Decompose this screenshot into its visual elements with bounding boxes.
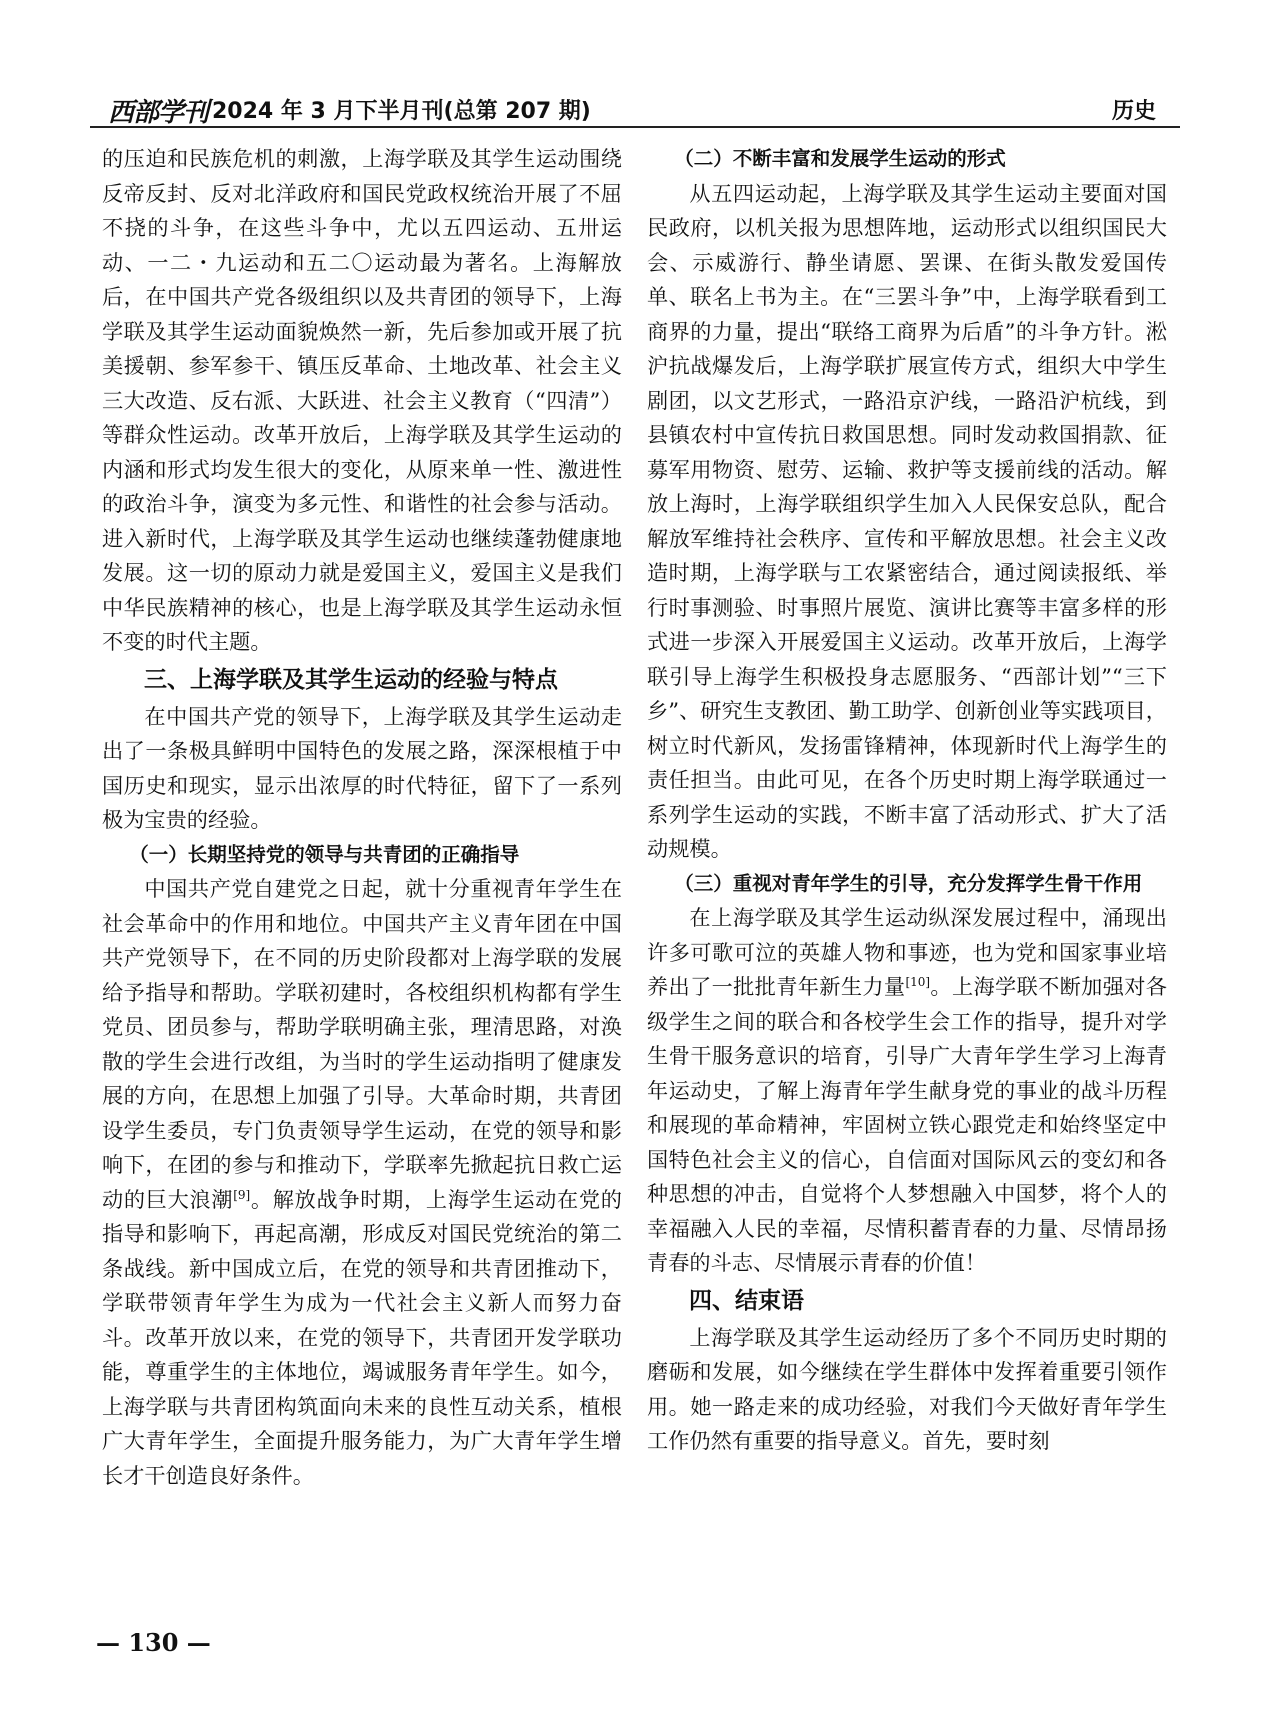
paragraph xyxy=(647,901,1167,1281)
paragraph: 上海学联及其学生运动经历了多个不同历史时期的磨砺和发展，如今继续在学生群体中发挥着重要引领作用。她一路走来的成功经验，对我们今天做好青年学生工作仍然有重要的指导意义。首先，要时刻 xyxy=(647,1324,1167,1453)
paragraph-text: 中国共产党自建党之日起，就十分重视青年学生在社会革命中的作用和地位。中国共产主义青年团在中国共产党领导下，在不同的历史阶段都对上海学联的发展给予指导和帮助。学联初建时，各校组织机构都有学生党员、团员参与，帮助学联明确主张，理清思路，对涣散的学生会进行改组，为当时的学生运动指明了健康发展的方向，在思想上加强了引导。大革命时期，共青团设学生委员，专门负责领导学生运动，在党的领导和影响下，在团的参与和推动下，学联率先掀起抗日救亡运动的巨大浪潮 xyxy=(102,876,622,1212)
issue-info: 2024 年 3 月下半月刊(总第 207 期) xyxy=(212,99,591,124)
journal-header xyxy=(90,92,1180,128)
subsection-heading: （三）重视对青年学生的引导，充分发挥学生骨干作用 xyxy=(674,871,1143,895)
page-number: — 130 — xyxy=(96,1628,211,1657)
section-heading: 四、结束语 xyxy=(689,1287,804,1314)
paragraph: 从五四运动起，上海学联及其学生运动主要面对国民政府，以机关报为思想阵地，运动形式以组织国民大会、示威游行、静坐请愿、罢课、在街头散发爱国传单、联名上书为主。在“三罢斗争”中，上海学联看到工商界的力量，提出“联络工商界为后盾”的斗争方针。淞沪抗战爆发后，上海学联扩展宣传方式，组织大中学生剧团，以文艺形式，一路沿京沪线，一路沿沪杭线，到县镇农村中宣传抗日救国思想。同时发动救国捐款、征募军用物资、慰劳、运输、救护等支援前线的活动。解放上海时，上海学联组织学生加入人民保安总队，配合解放军维持社会秩序、宣传和平解放思想。社会主义改造时期，上海学联与工农紧密结合，通过阅读报纸、举行时事测验、时事照片展览、演讲比赛等丰富多样的形式进一步深入开展爱国主义运动。改革开放后，上海学联引导上海学生积极投身志愿服务、“西部计划”“三下乡”、研究生支教团、勤工助学、创新创业等实践项目，树立时代新风，发扬雷锋精神，体现新时代上海学生的责任担当。由此可见，在各个历史时期上海学联通过一系列学生运动的实践，不断丰富了活动形式、扩大了活动规模。 xyxy=(647,180,1167,861)
subsection-heading: （一）长期坚持党的领导与共青团的正确指导 xyxy=(129,842,520,866)
paragraph-text: 。解放战争时期，上海学生运动在党的指导和影响下，再起高潮，形成反对国民党统治的第二条战线。新中国成立后，在党的领导和共青团推动下，学联带领青年学生为成为一代社会主义新人而努力奋斗。改革开放以来，在党的领导下，共青团开发学联功能，尊重学生的主体地位，竭诚服务青年学生。如今，上海学联与共青团构筑面向未来的良性互动关系，植根广大青年学生，全面提升服务能力，为广大青年学生增长才干创造良好条件。 xyxy=(102,1186,622,1488)
citation-ref: [9] xyxy=(233,1187,251,1202)
right-column xyxy=(647,142,1167,1459)
section-label: 历史 xyxy=(1111,99,1156,124)
paragraph: 的压迫和民族危机的刺激，上海学联及其学生运动围绕反帝反封、反对北洋政府和国民党政权统治开展了不屈不挠的斗争，在这些斗争中，尤以五四运动、五卅运动、一二・九运动和五二〇运动最为著名。上海解放后，在中国共产党各级组织以及共青团的领导下，上海学联及其学生运动面貌焕然一新，先后参加或开展了抗美援朝、参军参干、镇压反革命、土地改革、社会主义三大改造、反右派、大跃进、社会主义教育（“四清”）等群众性运动。改革开放后，上海学联及其学生运动的内涵和形式均发生很大的变化，从原来单一性、激进性的政治斗争，演变为多元性、和谐性的社会参与活动。进入新时代，上海学联及其学生运动也继续蓬勃健康地发展。这一切的原动力就是爱国主义，爱国主义是我们中华民族精神的核心，也是上海学联及其学生运动永恒不变的时代主题。 xyxy=(102,146,622,654)
journal-logo: 西部学刊 xyxy=(108,98,209,128)
paragraph xyxy=(102,872,622,1493)
left-column xyxy=(102,142,622,1493)
section-heading: 三、上海学联及其学生运动的经验与特点 xyxy=(144,666,558,693)
paragraph-text: 在上海学联及其学生运动纵深发展过程中，涌现出许多可歌可泣的英雄人物和事迹，也为党和国家事业培养出了一批批青年新生力量 xyxy=(647,905,1167,999)
subsection-heading: （二）不断丰富和发展学生运动的形式 xyxy=(674,147,1006,170)
citation-ref: [10] xyxy=(905,974,931,989)
paragraph-text: 。上海学联不断加强对各级学生之间的联合和各校学生会工作的指导，提升对学生骨干服务意识的培育，引导广大青年学生学习上海青年运动史，了解上海青年学生献身党的事业的战斗历程和展现的革命精神，牢固树立铁心跟党走和始终坚定中国特色社会主义的信心，自信面对国际风云的变幻和各种思想的冲击，自觉将个人梦想融入中国梦，将个人的幸福融入人民的幸福，尽情积蓄青春的力量、尽情昂扬青春的斗志、尽情展示青春的价值！ xyxy=(647,974,1167,1275)
paragraph: 在中国共产党的领导下，上海学联及其学生运动走出了一条极具鲜明中国特色的发展之路，深深根植于中国历史和现实，显示出浓厚的时代特征，留下了一系列极为宝贵的经验。 xyxy=(102,703,622,832)
